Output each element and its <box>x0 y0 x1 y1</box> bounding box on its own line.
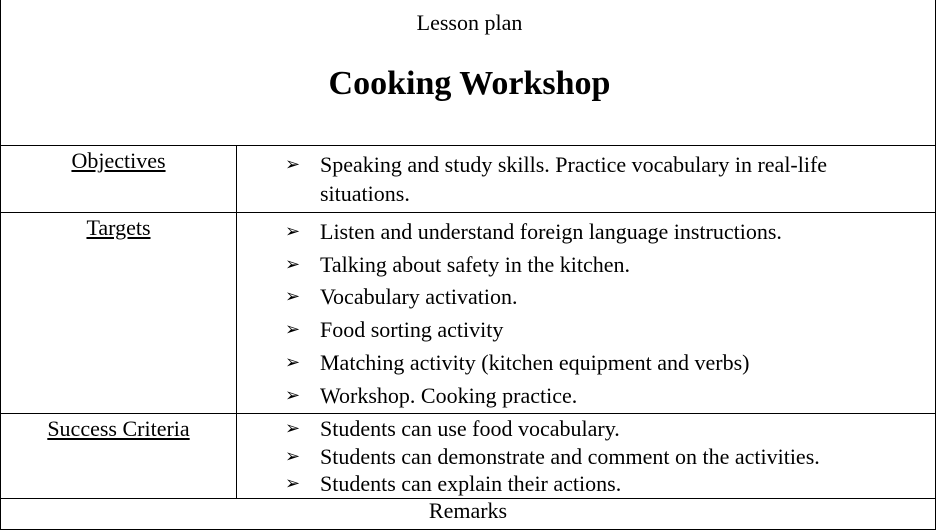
list-item-text: Food sorting activity <box>320 317 504 343</box>
success-criteria-label: Success Criteria <box>47 416 190 441</box>
success-criteria-content-cell <box>237 414 936 499</box>
document-subtitle: Lesson plan <box>416 10 523 35</box>
objectives-content-cell <box>237 146 936 213</box>
list-item-text: Students can explain their actions. <box>320 471 622 496</box>
arrowhead-bullet-icon: ➢ <box>285 473 301 494</box>
targets-list <box>237 216 935 412</box>
table-row-objectives <box>1 146 936 213</box>
list-item <box>237 150 935 208</box>
objectives-label-cell <box>1 146 237 213</box>
arrowhead-bullet-icon: ➢ <box>285 418 301 439</box>
list-item-text: Speaking and study skills. Practice vocabulary in real-life situations. <box>320 152 828 206</box>
list-item <box>237 470 935 498</box>
list-item <box>237 347 935 380</box>
list-item <box>237 415 935 443</box>
list-item <box>237 314 935 347</box>
list-item-text: Workshop. Cooking practice. <box>320 382 578 408</box>
targets-content-cell <box>237 213 936 414</box>
list-item <box>237 281 935 314</box>
targets-label: Targets <box>86 215 151 240</box>
arrowhead-bullet-icon: ➢ <box>285 286 301 308</box>
arrowhead-bullet-icon: ➢ <box>285 221 301 242</box>
targets-label-cell <box>1 213 237 414</box>
success-criteria-label-cell <box>1 414 237 499</box>
list-item <box>237 380 935 413</box>
list-item-text: Matching activity (kitchen equipment and verbs) <box>320 349 750 375</box>
arrowhead-bullet-icon: ➢ <box>285 154 301 175</box>
document-header <box>0 0 936 145</box>
arrowhead-bullet-icon: ➢ <box>285 384 301 406</box>
lesson-plan-table <box>0 145 936 530</box>
arrowhead-bullet-icon: ➢ <box>285 351 301 373</box>
objectives-list <box>237 150 935 208</box>
list-item <box>237 443 935 471</box>
remarks-label: Remarks <box>428 498 508 523</box>
list-item <box>237 216 935 249</box>
list-item-text: Students can demonstrate and comment on the activities. <box>320 443 820 469</box>
list-item-text: Vocabulary activation. <box>320 284 518 310</box>
list-item-text: Listen and understand foreign language instructions. <box>320 219 782 244</box>
arrowhead-bullet-icon: ➢ <box>285 445 301 467</box>
table-row-remarks <box>1 499 936 530</box>
table-row-success-criteria <box>1 414 936 499</box>
document-title: Cooking Workshop <box>328 65 611 102</box>
arrowhead-bullet-icon: ➢ <box>285 319 301 341</box>
list-item-text: Talking about safety in the kitchen. <box>320 251 631 277</box>
remarks-cell <box>1 499 936 530</box>
objectives-label: Objectives <box>71 148 166 173</box>
table-row-targets <box>1 213 936 414</box>
list-item-text: Students can use food vocabulary. <box>320 416 620 441</box>
arrowhead-bullet-icon: ➢ <box>285 253 301 275</box>
success-criteria-list <box>237 415 935 498</box>
list-item <box>237 249 935 282</box>
